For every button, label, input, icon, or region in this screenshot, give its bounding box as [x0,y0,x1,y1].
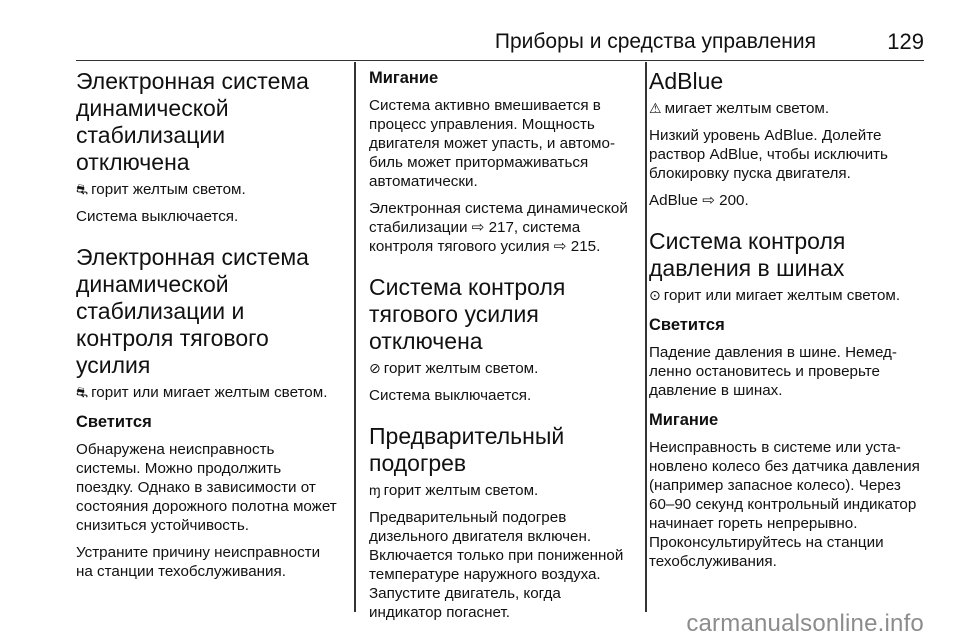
paragraph: ⚠ мигает желтым светом. [649,100,830,117]
paragraph: ɱ горит желтым светом. [369,482,539,499]
paragraph: Электронная система динамической стабилизации ⇨ 217, система контроля тягового усилия ⇨ 215. [369,200,628,255]
paragraph: AdBlue ⇨ 200. [649,192,749,209]
esc-icon: ⛐ [76,384,89,400]
paragraph: Предварительный подогрев дизельного двигателя включен. Включается только при пониженной температуре наружного воздуха. Запустите двигатель, когда индикатор погаснет. [369,509,624,621]
paragraph: ⊘ горит желтым светом. [369,360,539,377]
page-header [76,28,924,61]
adblue-icon: ⚠ [649,100,662,116]
subheading-flash: Мигание [649,411,719,429]
paragraph: Устраните причину неисправности на станции техобслуживания. [76,544,321,580]
watermark: carmanualsonline.info [686,610,924,637]
subheading-lit: Светится [76,413,152,431]
paragraph: Неисправность в системе или установлено колесо без датчика давления (например запасное колесо). Через 60–90 секунд контрольный индикатор начинает гореть непрерывно. Проконсультируйтесь на станции техобслуживания. [649,439,920,570]
paragraph: ⛐ горит желтым светом. [76,181,246,198]
paragraph: Система выключается. [369,387,532,404]
paragraph: ⊙ горит или мигает желтым светом. [649,287,901,304]
heading-esc-tc: Электронная система динамической стабилизации и контроля тягового усилия [76,244,309,378]
heading-adblue: AdBlue [649,68,724,94]
esc-off-icon: ⛐ [76,181,89,197]
column-right [649,68,924,579]
subheading-lit: Светится [649,316,725,334]
tire-pressure-icon: ⊙ [649,287,661,303]
section-title: Приборы и средства управления [494,30,816,53]
paragraph: ⛐ горит или мигает желтым светом. [76,384,328,401]
paragraph: Низкий уровень AdBlue. Долейте раствор AdBlue, чтобы исключить блокировку пуска двигателя. [649,127,888,182]
heading-preheat: Предварительный подогрев [369,423,565,476]
heading-tpms: Система контроля давления в шинах [649,228,846,281]
paragraph: Падение давления в шине. Немедленно остановитесь и проверьте давление в шинах. [649,344,897,399]
traction-control-off-icon: ⊘ [369,360,381,376]
page-number: 129 [887,29,924,54]
paragraph: Обнаружена неисправность системы. Можно продолжить поездку. Однако в зависимости от состояния дорожного полотна может снизиться устойчивость. [76,441,337,534]
column-divider [645,62,647,612]
paragraph: Система выключается. [76,208,239,225]
column-left [76,68,341,589]
heading-tc-off: Система контроля тягового усилия отключена [369,274,566,354]
glow-plug-icon: ɱ [369,482,381,498]
column-middle [369,68,635,630]
heading-esc-off: Электронная система динамической стабилизации отключена [76,68,309,175]
paragraph: Система активно вмешивается в процесс управления. Мощность двигателя может упасть, и автомобиль может притормаживаться автоматически. [369,97,615,190]
column-divider [354,62,356,612]
subheading-flash: Мигание [369,69,439,87]
